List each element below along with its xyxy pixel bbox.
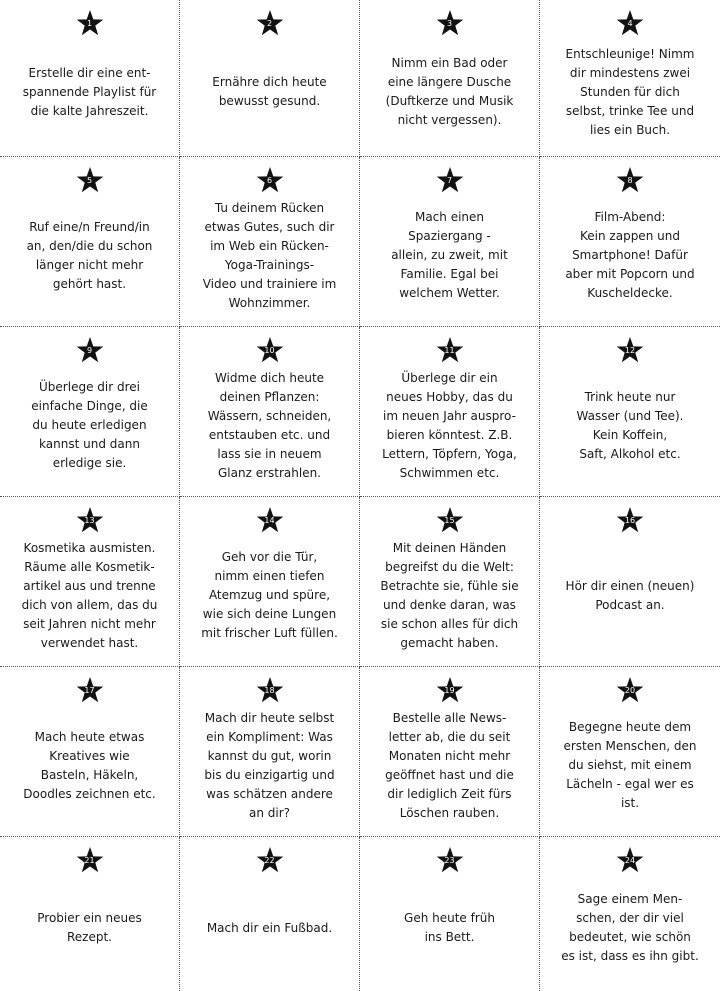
calendar-card-3 [360, 0, 540, 157]
star-icon [436, 337, 464, 364]
card-text: Geh vor die Tür, nimm einen tiefen Atemzug und spüre, wie sich deine Lungen mit frischer Luft füllen. [201, 550, 338, 640]
calendar-card-5 [0, 157, 180, 327]
calendar-card-12 [540, 327, 720, 497]
card-text: Sage einem Men- schen, der dir viel bedeutet, wie schön es ist, dass es ihn gibt. [561, 892, 699, 963]
card-number: 19 [444, 686, 455, 695]
calendar-card-6 [180, 157, 360, 327]
star-icon [76, 337, 104, 364]
card-text: Hör dir einen (neuen) Podcast an. [565, 578, 695, 612]
card-text: Mach dir heute selbst ein Kompliment: Was kannst du gut, worin bis du einzigartig und was schätzen andere an dir? [204, 710, 335, 820]
star-icon [256, 507, 284, 534]
card-text: Geh heute früh ins Bett. [404, 911, 495, 944]
card-text: Überlege dir drei einfache Dinge, die du heute erledigen kannst und dann erledige sie. [31, 380, 148, 470]
card-number: 23 [444, 856, 455, 865]
star-icon [436, 10, 464, 37]
star-icon [436, 677, 464, 704]
card-text: Film-Abend: Kein zappen und Smartphone! Dafür aber mit Popcorn und Kuscheldecke. [565, 210, 695, 300]
star-icon [256, 10, 284, 37]
card-number: 1 [86, 19, 93, 28]
card-number: 10 [264, 346, 275, 355]
star-icon [76, 677, 104, 704]
card-text: Begegne heute dem ersten Menschen, den du siehst, mit einem Lächeln - egal wer es ist. [563, 720, 697, 810]
card-number: 12 [624, 346, 636, 355]
calendar-card-21 [0, 837, 180, 991]
calendar-card-24 [540, 837, 720, 991]
star-icon [256, 847, 284, 874]
card-text: Nimm ein Bad oder eine längere Dusche (Duftkerze und Musik nicht vergessen). [385, 56, 514, 127]
star-icon [616, 847, 644, 874]
star-icon [436, 167, 464, 194]
calendar-card-10 [180, 327, 360, 497]
calendar-card-7 [360, 157, 540, 327]
card-text: Mit deinen Händen begreifst du die Welt: Betrachte sie, fühle sie und denke daran, was sie schon alles für dich gemacht haben. [380, 540, 519, 650]
star-icon [436, 507, 464, 534]
calendar-card-13 [0, 497, 180, 667]
calendar-card-16 [540, 497, 720, 667]
calendar-card-1 [0, 0, 180, 157]
calendar-card-2 [180, 0, 360, 157]
calendar-card-20 [540, 667, 720, 837]
star-icon [616, 337, 644, 364]
star-icon [76, 847, 104, 874]
card-text: Erstelle dir eine ent- spannende Playlist für die kalte Jahreszeit. [22, 65, 157, 118]
star-icon [616, 167, 644, 194]
card-text: Entschleunige! Nimm dir mindestens zwei Stunden für dich selbst, trinke Tee und lies ein Buch. [565, 46, 695, 137]
calendar-card-17 [0, 667, 180, 837]
card-number: 17 [84, 686, 95, 695]
star-icon [616, 10, 644, 37]
star-icon [76, 507, 104, 534]
card-number: 11 [444, 346, 455, 355]
card-number: 9 [86, 346, 93, 355]
card-number: 15 [444, 516, 455, 525]
card-number: 2 [266, 19, 273, 28]
calendar-card-11 [360, 327, 540, 497]
star-icon [256, 337, 284, 364]
card-text: Widme dich heute deinen Pflanzen: Wässern, schneiden, entstauben etc. und lass sie in neuem Glanz erstrahlen. [207, 370, 332, 480]
card-text: Trink heute nur Wasser (und Tee). Kein Koffein, Saft, Alkohol etc. [576, 389, 684, 461]
star-icon [616, 507, 644, 534]
calendar-card-9 [0, 327, 180, 497]
card-text: Tu deinem Rücken etwas Gutes, such dir im Web ein Rücken- Yoga-Trainings- Video und trainiere im Wohnzimmer. [202, 200, 337, 310]
card-text: Bestelle alle News- letter ab, die du seit Monaten nicht mehr geöffnet hast und die dir lediglich Zeit fürs Löschen rauben. [385, 710, 514, 820]
card-text: Kosmetika ausmisten. Räume alle Kosmetik- artikel aus und trenne dich von allem, das du seit Jahren nicht mehr verwendet hast. [21, 540, 158, 650]
calendar-card-14 [180, 497, 360, 667]
calendar-card-8 [540, 157, 720, 327]
card-text: Überlege dir ein neues Hobby, das du im neuen Jahr auspro- bieren könntest. Z.B. Lettern, Töpfern, Yoga, Schwimmen etc. [382, 370, 517, 480]
card-text: Ruf eine/n Freund/in an, den/die du schon länger nicht mehr gehört hast. [26, 219, 153, 291]
card-text: Mach dir ein Fußbad. [206, 920, 333, 935]
card-number: 4 [627, 19, 633, 28]
calendar-card-4 [540, 0, 720, 157]
card-text: Probier ein neues Rezept. [37, 911, 142, 944]
calendar-card-19 [360, 667, 540, 837]
card-number: 14 [264, 516, 275, 525]
card-number: 21 [84, 856, 95, 865]
card-text: Ernähre dich heute bewusst gesund. [212, 75, 327, 108]
calendar-card-18 [180, 667, 360, 837]
card-text: Mach einen Spaziergang - allein, zu zweit, mit Familie. Egal bei welchem Wetter. [391, 210, 508, 300]
card-number: 8 [627, 176, 633, 185]
card-number: 3 [446, 19, 453, 28]
star-icon [256, 167, 284, 194]
card-text: Mach heute etwas Kreatives wie Basteln, Häkeln, Doodles zeichnen etc. [23, 729, 156, 801]
card-number: 18 [264, 686, 275, 695]
star-icon [256, 677, 284, 704]
card-number: 24 [624, 856, 636, 865]
card-number: 20 [624, 686, 636, 695]
calendar-card-15 [360, 497, 540, 667]
card-number: 22 [264, 856, 275, 865]
card-number: 6 [266, 176, 273, 185]
card-number: 7 [446, 176, 453, 185]
star-icon [616, 677, 644, 704]
card-number: 13 [84, 516, 95, 525]
card-number: 5 [86, 176, 93, 185]
star-icon [436, 847, 464, 874]
card-number: 16 [624, 516, 636, 525]
calendar-card-23 [360, 837, 540, 991]
star-icon [76, 167, 104, 194]
star-icon [76, 10, 104, 37]
calendar-card-22 [180, 837, 360, 991]
